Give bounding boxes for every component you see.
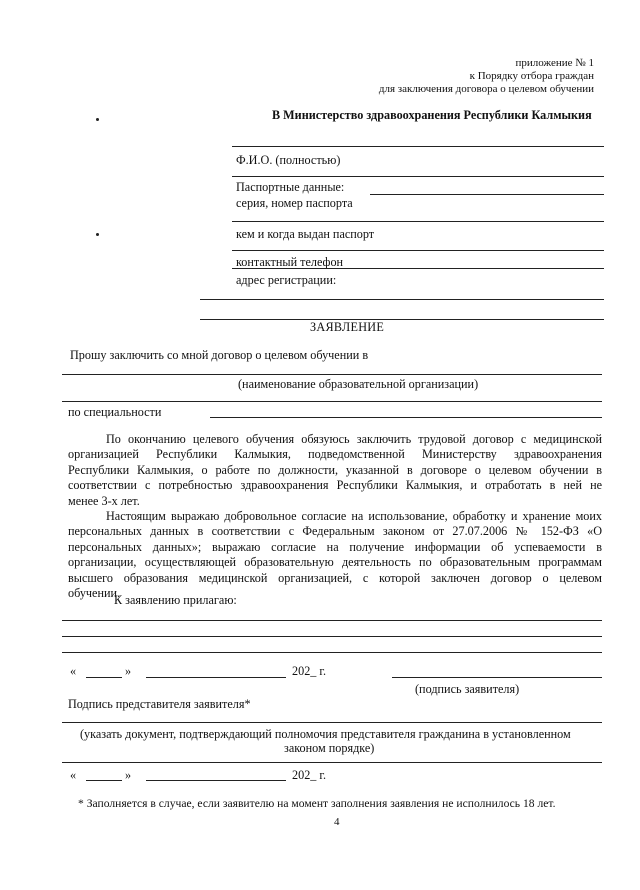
request-text: Прошу заключить со мной договор о целевом обучении в bbox=[70, 348, 369, 362]
passport-data-label: Паспортные данные: bbox=[236, 180, 345, 194]
address-line-2[interactable] bbox=[200, 319, 604, 320]
paragraph-1-line: По окончанию целевого обучения обязуюсь заключить трудовой договор с медицинской bbox=[106, 432, 602, 446]
fio-line-2[interactable] bbox=[232, 176, 604, 177]
date-month-line[interactable] bbox=[146, 677, 286, 678]
representative-document-hint-2: законом порядке) bbox=[284, 741, 375, 755]
paragraph-1-line: Республики Калмыкия, о работе по должности, указанной в договоре о целевом обучении в bbox=[68, 462, 602, 477]
date2-year: 202_ г. bbox=[292, 768, 327, 782]
appendix-line-1: приложение № 1 bbox=[515, 57, 594, 69]
scan-speck bbox=[96, 233, 99, 236]
passport-series-label: серия, номер паспорта bbox=[236, 196, 353, 210]
date2-close-quote: » bbox=[125, 768, 132, 782]
fio-line[interactable] bbox=[232, 146, 604, 147]
paragraph-1-line: менее 3-х лет. bbox=[68, 493, 140, 508]
attachment-line-3[interactable] bbox=[62, 652, 602, 653]
passport-issued-label: кем и когда выдан паспорт bbox=[236, 227, 375, 241]
date2-open-quote: « bbox=[70, 768, 77, 782]
date-close-quote: » bbox=[125, 664, 132, 678]
organization-line-2[interactable] bbox=[62, 401, 602, 402]
date2-day-line[interactable] bbox=[86, 780, 122, 781]
date-day-line[interactable] bbox=[86, 677, 122, 678]
paragraph-2-line: организации, осуществляющей образовательную деятельность по образовательным программам bbox=[68, 555, 602, 570]
paragraph-2-line: обучении. bbox=[68, 586, 121, 601]
address-label: адрес регистрации: bbox=[236, 273, 337, 287]
date-year: 202_ г. bbox=[292, 664, 327, 678]
page-number: 4 bbox=[334, 816, 340, 828]
paragraph-2-line: Настоящим выражаю добровольное согласие на использование, обработку и хранение моих bbox=[106, 509, 602, 523]
specialty-label: по специальности bbox=[68, 405, 162, 419]
phone-line[interactable] bbox=[232, 268, 604, 269]
fio-label: Ф.И.О. (полностью) bbox=[236, 153, 341, 167]
address-line-1[interactable] bbox=[200, 299, 604, 300]
applicant-signature-label: (подпись заявителя) bbox=[415, 682, 520, 696]
footnote: * Заполняется в случае, если заявителю на момент заполнения заявления не исполнилось 18 лет. bbox=[78, 797, 556, 810]
paragraph-1-line: организацией Республики Калмыкия, подведомственной Министерству здравоохранения bbox=[68, 447, 602, 462]
representative-line-2[interactable] bbox=[62, 762, 602, 763]
date2-month-line[interactable] bbox=[146, 780, 286, 781]
date-open-quote: « bbox=[70, 664, 77, 678]
appendix-line-3: для заключения договора о целевом обучении bbox=[378, 83, 594, 95]
passport-issued-line[interactable] bbox=[232, 250, 604, 251]
passport-data-line[interactable] bbox=[370, 194, 604, 195]
specialty-line[interactable] bbox=[210, 417, 602, 418]
paragraph-obligation bbox=[68, 432, 602, 509]
representative-line[interactable] bbox=[62, 722, 602, 723]
representative-signature-label: Подпись представителя заявителя* bbox=[68, 697, 251, 711]
passport-series-line[interactable] bbox=[232, 221, 604, 222]
paragraph-consent bbox=[68, 509, 602, 601]
document-title: ЗАЯВЛЕНИЕ bbox=[310, 320, 385, 334]
representative-document-hint: (указать документ, подтверждающий полномочия представителя гражданина в установленном bbox=[80, 727, 571, 741]
appendix-line-2: к Порядку отбора граждан bbox=[469, 70, 594, 82]
attachments-label: К заявлению прилагаю: bbox=[114, 593, 237, 607]
attachment-line-1[interactable] bbox=[62, 620, 602, 621]
organization-hint: (наименование образовательной организации) bbox=[238, 377, 479, 391]
paragraph-2-line: персональных данных»; выражаю согласие на получение информации об успеваемости в bbox=[68, 539, 602, 554]
applicant-signature-line[interactable] bbox=[392, 677, 602, 678]
scan-speck bbox=[96, 118, 99, 121]
attachment-line-2[interactable] bbox=[62, 636, 602, 637]
paragraph-1-line: соответствии с потребностью здравоохранения Республики Калмыкия, и отработать в ней не bbox=[68, 478, 602, 493]
paragraph-2-line: персональных данных в соответствии с Федеральным законом от 27.07.2006 № 152-ФЗ «О bbox=[68, 524, 602, 539]
phone-label: контактный телефон bbox=[236, 255, 344, 269]
addressee: В Министерство здравоохранения Республики Калмыкия bbox=[272, 108, 592, 122]
paragraph-2-line: высшего образования медицинской организацией, с которой заключен договор о целевом bbox=[68, 570, 602, 585]
organization-line[interactable] bbox=[62, 374, 602, 375]
